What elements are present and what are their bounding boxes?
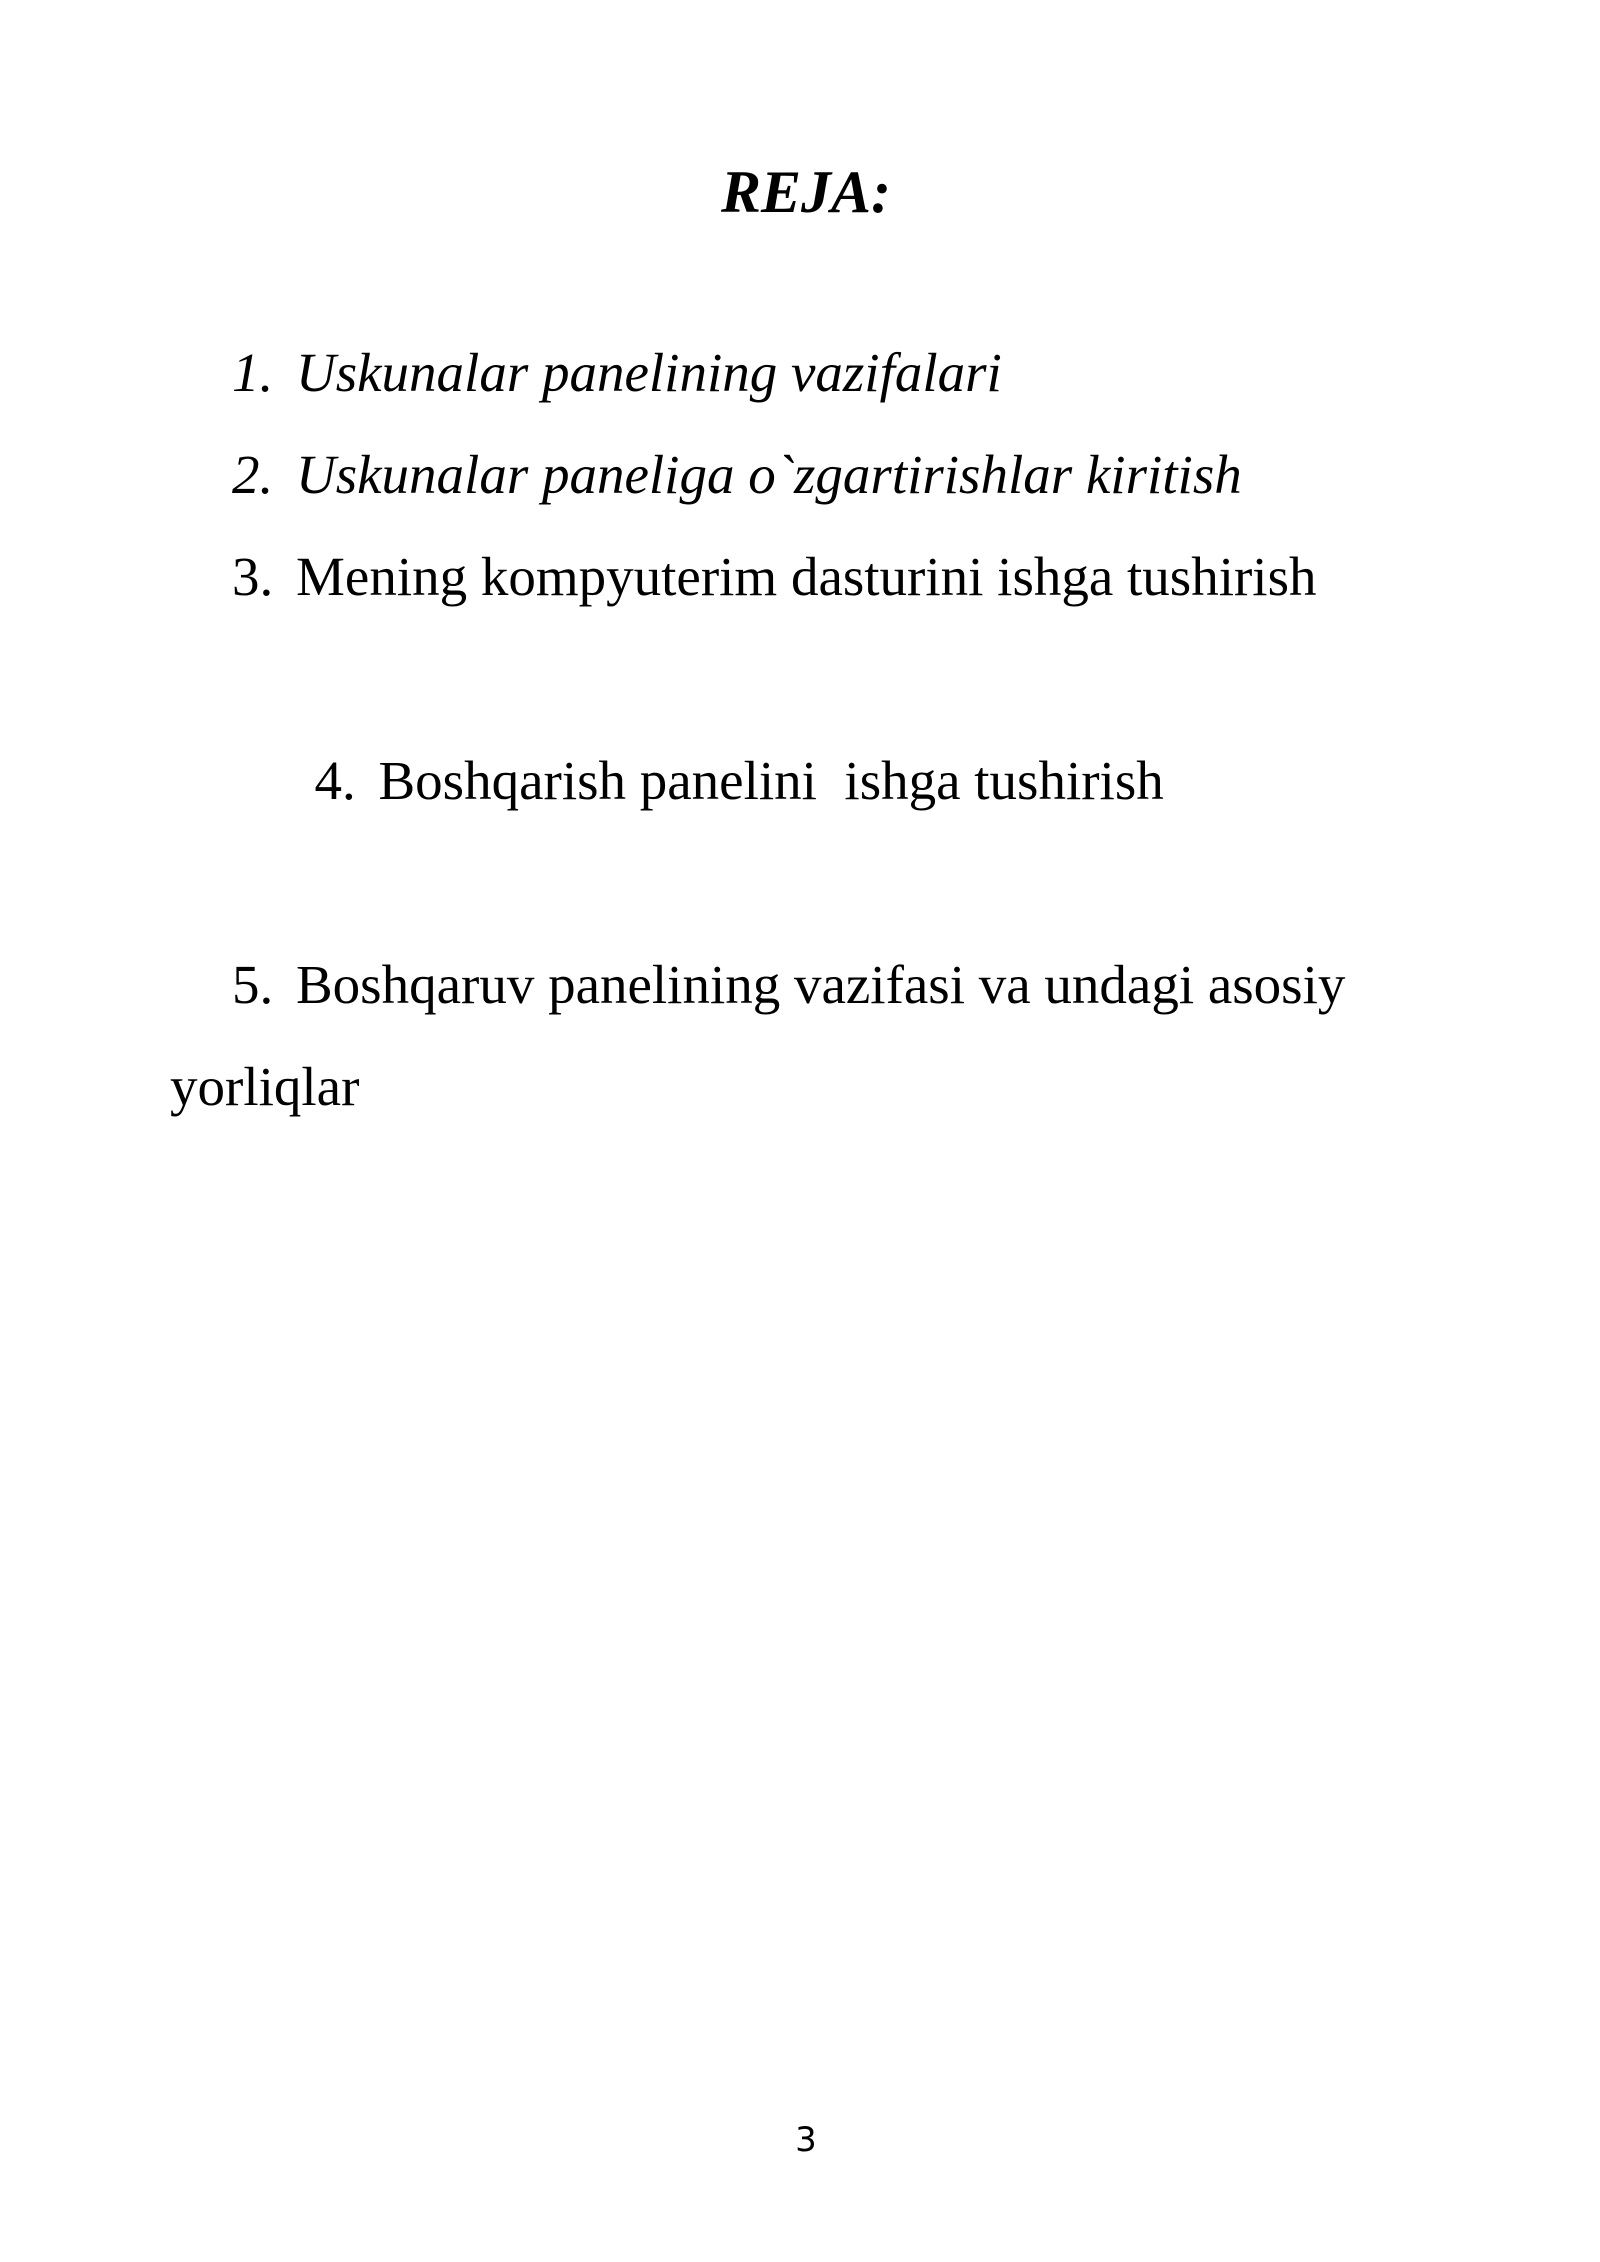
plan-item-number: 2.: [232, 444, 274, 505]
page-number: 3: [795, 2120, 817, 2160]
page-title: REJA:: [720, 159, 892, 225]
plan-item-text: Boshqaruv panelining vazifasi va undagi asosiy yorliqlar: [170, 954, 1346, 1117]
plan-item-text: Mening kompyuterim dasturini ishga tushirish: [296, 546, 1317, 607]
plan-item-number: 3.: [232, 546, 274, 607]
plan-list: [170, 322, 1460, 1138]
plan-item-1: [170, 322, 1460, 424]
plan-item-5: [170, 934, 1460, 1138]
plan-item-2: [170, 424, 1460, 526]
plan-item-text: Uskunalar paneliga o`zgartirishlar kiritish: [296, 444, 1242, 505]
plan-item-text: Uskunalar panelining vazifalari: [296, 342, 1002, 403]
plan-item-number: 4.: [314, 750, 356, 811]
plan-item-3: [170, 526, 1460, 628]
plan-item-4: [170, 628, 1460, 934]
plan-item-number: 5.: [232, 954, 274, 1015]
plan-item-number: 1.: [232, 342, 274, 403]
plan-item-text: Boshqarish panelini ishga tushirish: [378, 750, 1164, 811]
